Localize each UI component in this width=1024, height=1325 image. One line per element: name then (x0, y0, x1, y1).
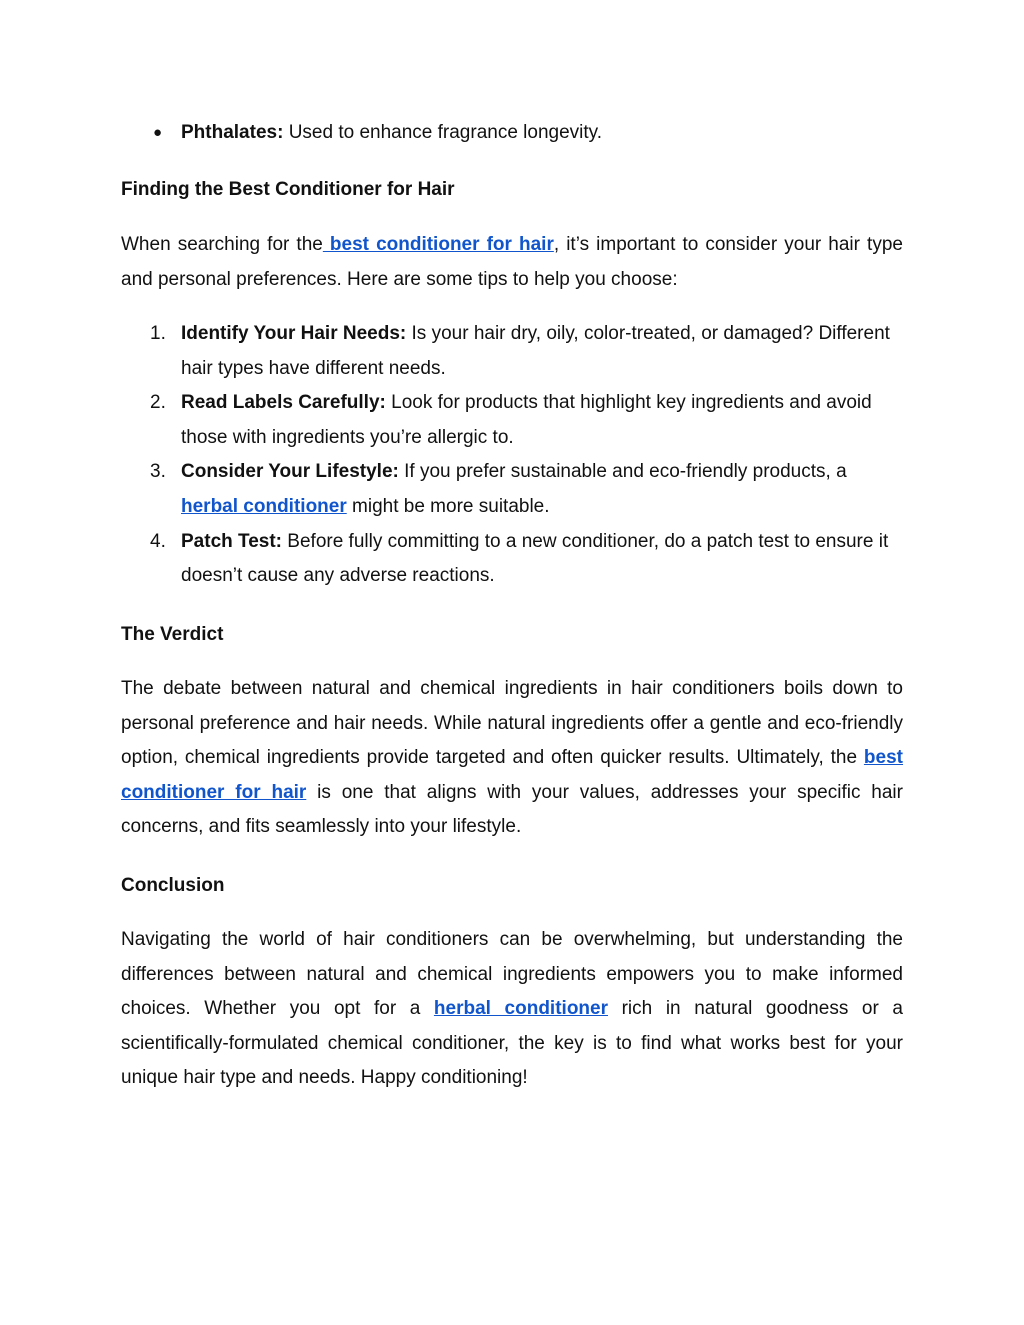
heading-verdict: The Verdict (121, 624, 224, 645)
link-herbal-conditioner[interactable]: herbal conditioner (433, 998, 608, 1020)
tip-text: If you prefer sustainable and eco-friendly products, a (398, 461, 847, 483)
paragraph-conclusion (121, 923, 903, 1096)
list-item (121, 525, 903, 594)
bullet-list (121, 117, 602, 149)
tip-text: might be more suitable. (346, 495, 550, 517)
tip-label: Consider Your Lifestyle: (181, 461, 399, 483)
link-best-conditioner[interactable]: best conditioner for hair (121, 747, 903, 803)
paragraph-text: , it’s important to consider your hair type and personal preferences. Here are some tips to help you choose: (121, 234, 903, 290)
paragraph-text: is one that aligns with your values, addresses your specific hair concerns, and fits seamlessly into your lifestyle. (121, 781, 903, 838)
list-number: 2. (150, 392, 166, 414)
heading-conclusion: Conclusion (121, 875, 225, 896)
tip-text: Before fully committing to a new conditioner, do a patch test to ensure it doesn’t cause any adverse reactions. (181, 530, 889, 587)
tip-text: Is your hair dry, oily, color-treated, or damaged? Different hair types have different needs. (181, 323, 890, 379)
heading-finding: Finding the Best Conditioner for Hair (121, 179, 455, 200)
tips-list (121, 317, 903, 594)
paragraph-text: The debate between natural and chemical ingredients in hair conditioners boils down to personal preference and hair needs. While natural ingredients offer a gentle and eco-friendly option, chemical ingredients provide targeted and often quicker results. Ultimately, the (121, 678, 903, 769)
paragraph-text: When searching for the (121, 234, 323, 255)
tip-label: Patch Test: (181, 530, 283, 552)
paragraph-finding (121, 228, 903, 297)
list-item (121, 317, 903, 386)
list-number: 4. (150, 530, 166, 552)
link-herbal-conditioner[interactable]: herbal conditioner (181, 495, 347, 517)
list-number: 1. (150, 323, 166, 344)
bullet-icon: ● (153, 124, 163, 141)
bullet-label: Phthalates: (181, 122, 284, 143)
list-item (121, 455, 903, 524)
paragraph-verdict (121, 672, 903, 845)
paragraph-text: Navigating the world of hair conditioners can be overwhelming, but understanding the differences between natural and chemical ingredients empowers you to make informed choices. Whether you opt for a (121, 929, 903, 1020)
tip-text: Look for products that highlight key ingredients and avoid those with ingredients you’re allergic to. (181, 392, 872, 448)
bullet-text: Used to enhance fragrance longevity. (283, 122, 603, 143)
tip-label: Identify Your Hair Needs: (181, 323, 407, 344)
list-number: 3. (150, 461, 166, 483)
paragraph-text: rich in natural goodness or a scientifically-formulated chemical conditioner, the key is to find what works best for your unique hair type and needs. Happy conditioning! (121, 998, 903, 1089)
list-item (121, 117, 602, 149)
list-item (121, 386, 903, 455)
tip-label: Read Labels Carefully: (181, 392, 386, 414)
link-best-conditioner[interactable]: best conditioner for hair (322, 234, 554, 255)
